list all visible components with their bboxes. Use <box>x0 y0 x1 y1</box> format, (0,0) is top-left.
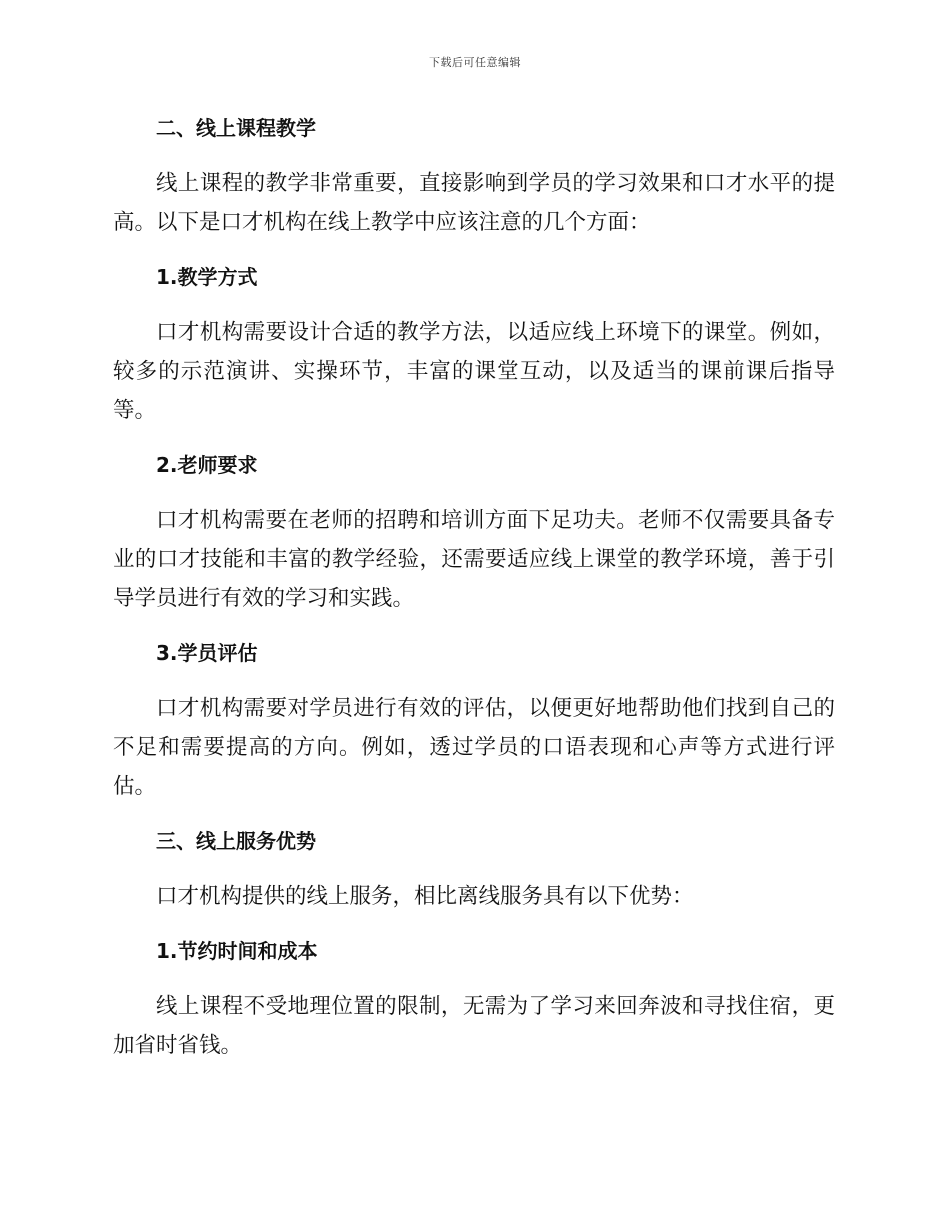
subheading-student-assessment: 3.学员评估 <box>156 641 258 665</box>
paragraph-save-time-cost: 线上课程不受地理位置的限制，无需为了学习来回奔波和寻找住宿，更加省时省钱。 <box>113 994 835 1058</box>
page-header: 下载后可任意编辑 <box>429 56 521 69</box>
subheading-teacher-requirements: 2.老师要求 <box>156 453 258 477</box>
section-heading-online-teaching: 二、线上课程教学 <box>156 116 316 140</box>
subheading-save-time-cost: 1.节约时间和成本 <box>156 939 318 963</box>
paragraph-teaching-method: 口才机构需要设计合适的教学方法，以适应线上环境下的课堂。例如，较多的示范演讲、实操环节，丰富的课堂互动，以及适当的课前课后指导等。 <box>113 320 835 423</box>
paragraph-service-advantages-intro: 口才机构提供的线上服务，相比离线服务具有以下优势： <box>156 884 694 909</box>
document-body <box>113 112 835 1065</box>
paragraph-student-assessment: 口才机构需要对学员进行有效的评估，以便更好地帮助他们找到自己的不足和需要提高的方向。例如，透过学员的口语表现和心声等方式进行评估。 <box>113 696 835 799</box>
paragraph-teacher-requirements: 口才机构需要在老师的招聘和培训方面下足功夫。老师不仅需要具备专业的口才技能和丰富的教学经验，还需要适应线上课堂的教学环境，善于引导学员进行有效的学习和实践。 <box>113 508 835 611</box>
section-heading-online-service-advantages: 三、线上服务优势 <box>156 829 316 853</box>
subheading-teaching-method: 1.教学方式 <box>156 265 258 289</box>
paragraph-online-teaching-intro: 线上课程的教学非常重要，直接影响到学员的学习效果和口才水平的提高。以下是口才机构在线上教学中应该注意的几个方面： <box>113 171 835 235</box>
